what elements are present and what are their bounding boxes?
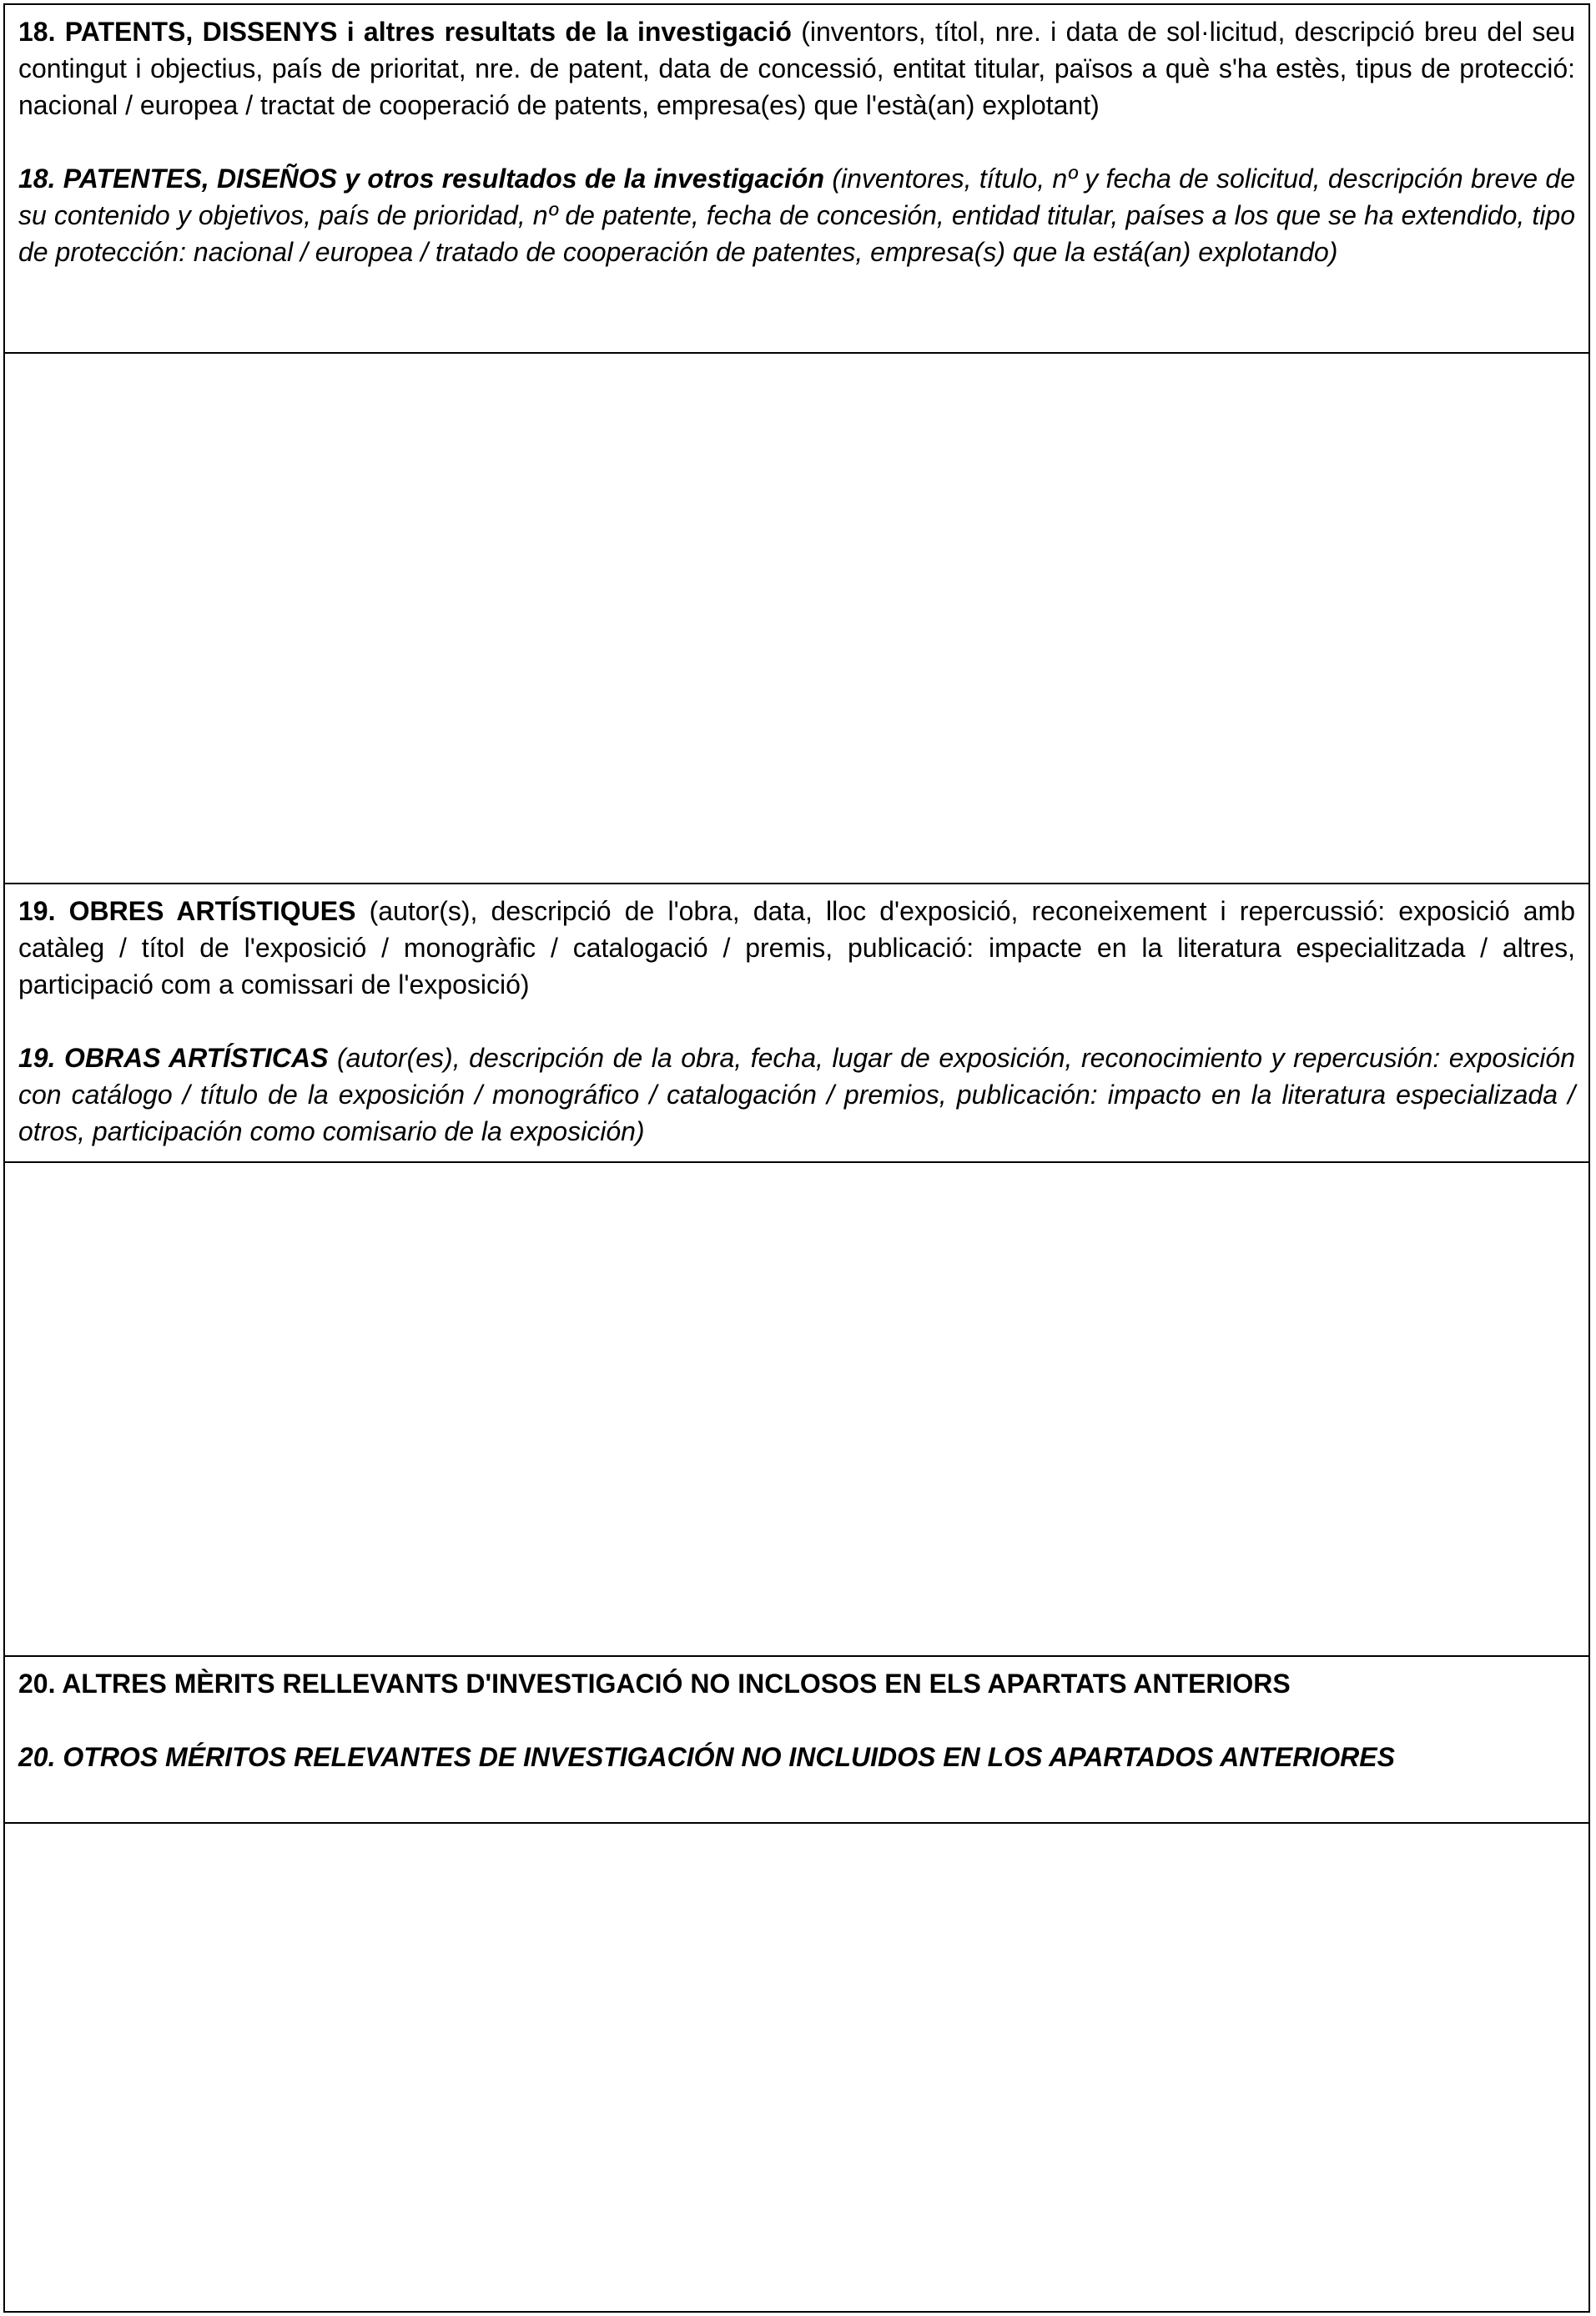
section-19-catalan-title: 19. OBRES ARTÍSTIQUES	[18, 896, 356, 926]
section-18-spanish-title: 18. PATENTES, DISEÑOS y otros resultados de la investigación	[18, 164, 825, 194]
section-19-catalan-heading	[18, 893, 1575, 1003]
section-19-spanish-title: 19. OBRAS ARTÍSTICAS	[18, 1043, 329, 1073]
section-20-spanish-heading	[18, 1739, 1575, 1775]
section-18-spanish-heading	[18, 160, 1575, 270]
section-18-catalan-heading	[18, 13, 1575, 123]
section-19-catalan-description: (autor(s), descripció de l'obra, data, lloc d'exposició, reconeixement i repercussió: exposició amb catàleg / títol de l'exposició / monogràfic / catalogació / premis, publicació: impacte en la literatura especialitzada / altres, participació com a comissari de l'exposició)	[18, 896, 1576, 999]
section-19-spanish-description: (autor(es), descripción de la obra, fecha, lugar de exposición, reconocimiento y repercusión: exposición con catálogo / título de la exposición / monográfico / catalogación / premios, publicación: impacto en la literatura especializada / otros, participación como comisario de la exposición)	[18, 1043, 1576, 1146]
section-19-answer-area[interactable]	[5, 1161, 1588, 1655]
section-18-answer-area[interactable]	[5, 352, 1588, 883]
section-20-answer-area[interactable]	[5, 1822, 1588, 2311]
section-20-catalan-heading	[18, 1665, 1575, 1702]
cv-merits-form	[3, 3, 1590, 2313]
section-20-spanish-title: 20. OTROS MÉRITOS RELEVANTES DE INVESTIGACIÓN NO INCLUIDOS EN LOS APARTADOS ANTERIORES	[18, 1742, 1395, 1772]
section-19-spanish-heading	[18, 1040, 1575, 1150]
section-18-catalan-title: 18. PATENTS, DISSENYS i altres resultats de la investigació	[18, 17, 792, 47]
section-18-header	[5, 5, 1588, 352]
section-18-spanish-description: (inventores, título, nº y fecha de solicitud, descripción breve de su contenido y objetivos, país de prioridad, nº de patente, fecha de concesión, entidad titular, países a los que se ha extendido, tipo de protección: nacional / europea / tratado de cooperación de patentes, empresa(s) que la está(an) explotando)	[18, 164, 1576, 267]
section-20-catalan-title: 20. ALTRES MÈRITS RELLEVANTS D'INVESTIGACIÓ NO INCLOSOS EN ELS APARTATS ANTERIORS	[18, 1669, 1291, 1699]
section-18-blank-field[interactable]	[5, 354, 1588, 883]
section-19-blank-field[interactable]	[5, 1163, 1588, 1655]
section-20-header	[5, 1655, 1588, 1822]
section-18-catalan-description: (inventors, títol, nre. i data de sol·licitud, descripció breu del seu contingut i objectius, país de prioritat, nre. de patent, data de concessió, entitat titular, països a què s'ha estès, tipus de protecció: nacional / europea / tractat de cooperació de patents, empresa(es) que l'està(an) explotant)	[18, 17, 1576, 120]
section-19-header	[5, 883, 1588, 1161]
section-20-blank-field[interactable]	[5, 1824, 1588, 2311]
